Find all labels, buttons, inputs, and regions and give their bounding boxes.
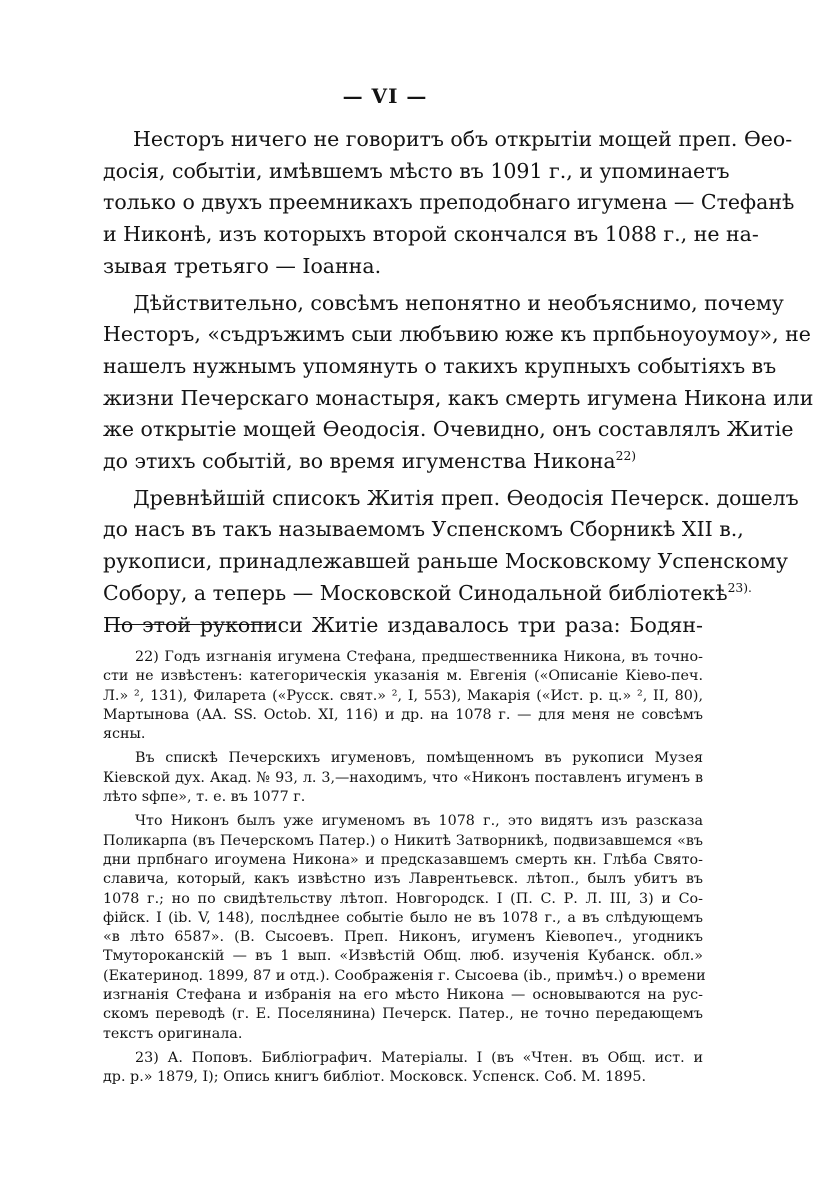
footnote-line: ясны.	[103, 726, 146, 743]
footnote-ref-23[interactable]: 23).	[727, 581, 752, 596]
footnote-line: изгнанія Стефана и избранія на его мѣсто Никона — основываются на рус-	[103, 987, 703, 1004]
footnote-divider	[106, 624, 274, 625]
text-line: же открытіе мощей Ѳеодосія. Очевидно, онъ составлялъ Житіе	[103, 417, 794, 442]
footnote-line: лѣто ѕфпе», т. е. въ 1077 г.	[103, 789, 306, 806]
text-line: нашелъ нужнымъ упомянуть о такихъ крупныхъ событіяхъ въ	[103, 353, 777, 378]
footnotes	[103, 648, 706, 1093]
text-line: только о двухъ преемникахъ преподобнаго игумена — Стефанѣ	[103, 190, 795, 215]
page-number: — VI —	[342, 84, 428, 108]
text-line-content: Собору, а теперь — Московской Синодальной библіотекѣ	[103, 580, 728, 605]
footnote-line: текстъ оригинала.	[103, 1025, 243, 1042]
footnote-line: Что Никонъ былъ уже игуменомъ въ 1078 г., это видятъ изъ разсказа	[135, 813, 703, 830]
paragraph-3	[103, 483, 799, 642]
text-line-content: до этихъ событій, во время игуменства Никона	[103, 449, 616, 474]
footnote-line: Тмутороканскій — въ 1 вып. «Извѣстій Общ. люб. изученія Кубанск. обл.»	[103, 948, 703, 965]
footnote-22-nikon	[103, 812, 706, 1044]
footnote-line: Кіевской дух. Акад. № 93, л. 3,—находимъ, что «Никонъ поставленъ игуменъ в	[103, 769, 703, 786]
footnote-line: сти не извѣстенъ: категорическія указанія м. Евгенія («Описаніе Кіево-печ.	[103, 668, 703, 685]
text-line: жизни Печерскаго монастыря, какъ смерть игумена Никона или	[103, 385, 814, 410]
text-line: Древнѣйшій списокъ Житія преп. Ѳеодосія Печерск. дошелъ	[133, 485, 799, 510]
text-line: Несторъ, «съдръжимъ сыи любъвию юже къ прпбьноуоумоу», не	[103, 322, 811, 347]
footnote-23	[103, 1049, 703, 1088]
footnote-line: фійск. I (ib. V, 148), послѣднее событіе было не въ 1078 г., а въ слѣдующемъ	[103, 909, 703, 926]
paragraph-2	[103, 288, 814, 478]
footnote-line: 23) А. Поповъ. Библіографич. Матеріалы. I (въ «Чтен. въ Общ. ист. и	[135, 1049, 703, 1066]
footnote-line: 1078 г.; но по свидѣтельству лѣтоп. Новгородск. I (П. С. Р. Л. III, 3) и Со-	[103, 890, 703, 907]
footnote-line: скомъ переводѣ (г. Е. Поселянина) Печерск. Патер., не точно передающемъ	[103, 1006, 703, 1023]
footnote-line: Мартынова (AA. SS. Octob. XI, 116) и др. на 1078 г. — для меня не совсѣмъ	[103, 706, 703, 723]
footnote-line: славича, который, какъ извѣстно изъ Лаврентьевск. лѣтоп., былъ убитъ въ	[103, 871, 703, 888]
footnote-line: дни прпбнаго игоумена Никона» и предсказавшемъ смерть кн. Глѣба Свято-	[103, 851, 703, 868]
footnote-line: др. р.» 1879, I); Опись книгъ библіот. Московск. Успенск. Соб. М. 1895.	[103, 1069, 647, 1086]
footnote-line: Л.» ², 131), Филарета («Русск. свят.» ², I, 553), Макарія («Ист. р. ц.» ², II, 80),	[103, 687, 703, 704]
footnote-line: (Екатеринод. 1899, 87 и отд.). Соображенія г. Сысоева (ib., примѣч.) о времени	[103, 967, 706, 984]
body-text	[103, 124, 814, 646]
footnote-line: «в лѣто 6587». (В. Сысоевъ. Преп. Никонъ, игуменъ Кіевопеч., угодникъ	[103, 929, 703, 946]
text-line: рукописи, принадлежавшей раньше Московскому Успенскому	[103, 549, 788, 574]
text-line: Несторъ ничего не говоритъ объ открытіи мощей преп. Ѳео-	[133, 127, 793, 151]
text-line: Дѣйствительно, совсѣмъ непонятно и необъяснимо, почему	[133, 290, 784, 315]
footnote-22-list	[103, 749, 703, 807]
text-line: и Никонѣ, изъ которыхъ второй скончался въ 1088 г., не на-	[103, 222, 759, 247]
text-line: до насъ въ такъ называемомъ Успенскомъ Сборникѣ XII в.,	[103, 517, 744, 542]
footnote-ref-22[interactable]: 22)	[615, 449, 637, 464]
text-line	[103, 578, 752, 610]
footnote-line: Въ спискѣ Печерскихъ игуменовъ, помѣщенномъ въ рукописи Музея	[135, 750, 703, 767]
text-line: По этой рукописи Житіе издавалось три раза: Бодян-	[103, 612, 703, 637]
footnote-line: 22) Годъ изгнанія игумена Стефана, предшественника Никона, въ точно-	[135, 649, 703, 665]
footnote-line: Поликарпа (въ Печерскомъ Патер.) о Никитѣ Затворникѣ, подвизавшемся «въ	[103, 832, 703, 849]
text-line	[103, 446, 703, 478]
footnote-22	[103, 648, 703, 744]
text-line: досія, событіи, имѣвшемъ мѣсто въ 1091 г., и упоминаетъ	[103, 158, 730, 183]
paragraph-1	[103, 124, 795, 283]
text-line: зывая третьяго — Іоанна.	[103, 253, 382, 278]
